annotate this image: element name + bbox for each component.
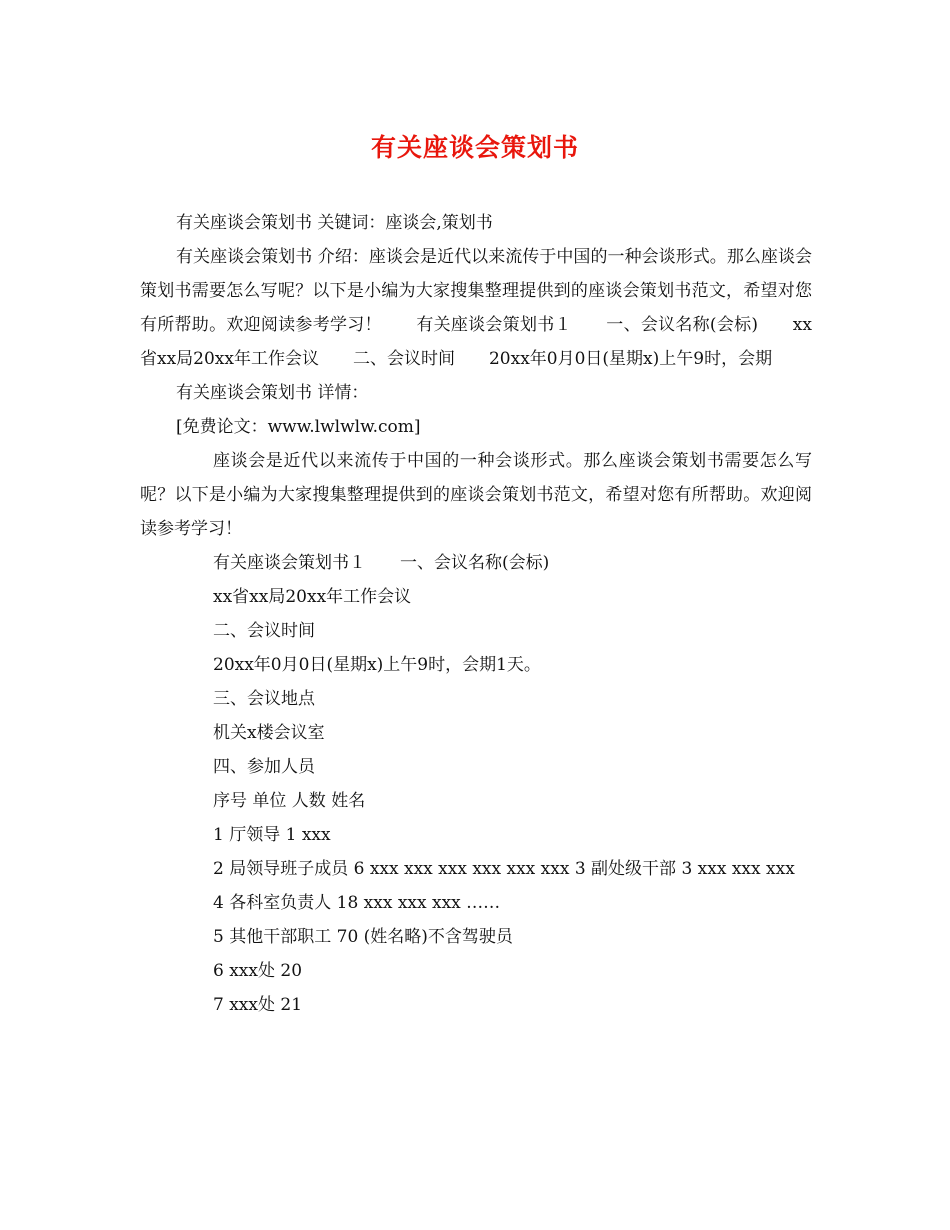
table-row: 4 各科室负责人 18 xxx xxx xxx …… [213,893,501,913]
table-header-line: 序号 单位 人数 姓名 [213,791,366,811]
list-item: 有关座谈会策划书１ 一、会议名称(会标) [213,553,550,573]
main-paragraph: 座谈会是近代以来流传于中国的一种会谈形式。那么座谈会策划书需要怎么写呢？以下是小编为大家搜集整理提供到的座谈会策划书范文，希望对您有所帮助。欢迎阅读参考学习！ [140,451,812,539]
document-body [140,206,812,1022]
list-item: 二、会议时间 [213,621,315,641]
document-title: 有关座谈会策划书 [370,133,579,162]
list-item: 三、会议地点 [213,689,315,709]
details-line: 有关座谈会策划书 详情： [176,383,369,403]
keywords-line: 有关座谈会策划书 关键词：座谈会,策划书 [176,213,493,233]
list-item: 20xx年0月0日(星期x)上午9时，会期1天。 [213,655,541,675]
list-item: 四、参加人员 [213,757,315,777]
intro-paragraph: 有关座谈会策划书 介绍：座谈会是近代以来流传于中国的一种会谈形式。那么座谈会策划书需要怎么写呢？以下是小编为大家搜集整理提供到的座谈会策划书范文，希望对您有所帮助。欢迎阅读参考学习！ 有关座谈会策划书１ 一、会议名称(会标) xx省xx局20xx年工作会议 二、会议时间 20xx年0月0日(星期x)上午9时，会期 [140,247,812,369]
table-row: 5 其他干部职工 70 (姓名略)不含驾驶员 [213,927,513,947]
list-item: xx省xx局20xx年工作会议 [213,587,412,607]
list-item: 机关x楼会议室 [213,723,325,743]
source-line: [免费论文：www.lwlwlw.com] [176,417,421,437]
table-row: 7 xxx处 21 [213,995,303,1015]
table-row: 2 局领导班子成员 6 xxx xxx xxx xxx xxx xxx 3 副处级干部 3 xxx xxx xxx [213,859,795,879]
table-row: 6 xxx处 20 [213,961,303,981]
table-row: 1 厅领导 1 xxx [213,825,331,845]
